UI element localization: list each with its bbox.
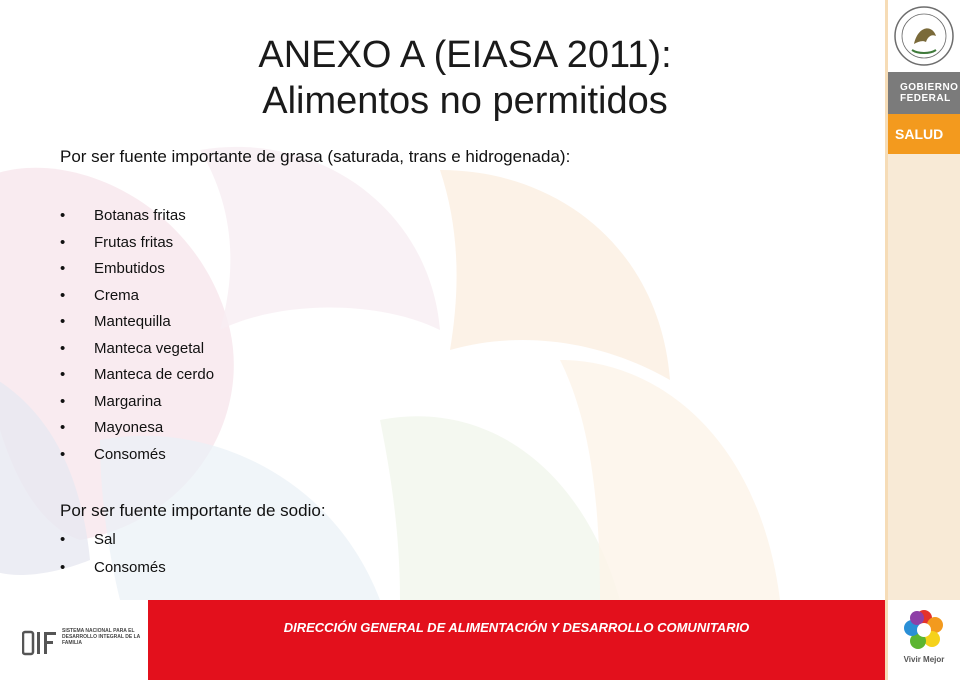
list-item: • Embutidos: [60, 259, 214, 286]
footer-right-panel: [888, 600, 960, 680]
gobierno-line-2: FEDERAL: [900, 93, 951, 104]
slide-title-line-2: Alimentos no permitidos: [262, 80, 668, 122]
list-item: • Mantequilla: [60, 312, 214, 339]
sodium-foods-list: [60, 530, 166, 586]
list-item: • Sal: [60, 530, 166, 558]
gobierno-federal-label: [888, 72, 960, 114]
vivir-mejor-label: Vivir Mejor: [903, 655, 945, 664]
national-seal-logo: [888, 0, 960, 72]
fat-section-intro: Por ser fuente importante de grasa (saturada, trans e hidrogenada):: [60, 147, 571, 166]
list-item: • Manteca vegetal: [60, 339, 214, 366]
list-item: • Consomés: [60, 558, 166, 586]
list-item: • Crema: [60, 286, 214, 313]
vivir-mejor-flower-icon: [888, 600, 960, 656]
fat-foods-list: [60, 206, 214, 471]
list-item: • Frutas fritas: [60, 233, 214, 260]
footer-banner-text: DIRECCIÓN GENERAL DE ALIMENTACIÓN Y DESARROLLO COMUNITARIO: [283, 620, 750, 635]
slide-title-line-1: ANEXO A (EIASA 2011):: [258, 34, 672, 76]
list-item: • Consomés: [60, 445, 214, 472]
list-item: • Margarina: [60, 392, 214, 419]
footer-banner: [148, 600, 885, 680]
list-item: • Manteca de cerdo: [60, 365, 214, 392]
sodium-section-intro: Por ser fuente importante de sodio:: [60, 501, 326, 520]
dif-agency-name: SISTEMA NACIONAL PARA EL DESARROLLO INTEGRAL DE LA FAMILIA: [62, 628, 141, 646]
dif-logo-icon: [22, 630, 60, 656]
list-item: • Mayonesa: [60, 418, 214, 445]
gobierno-line-1: GOBIERNO: [900, 82, 959, 93]
list-item: • Botanas fritas: [60, 206, 214, 233]
salud-label: SALUD: [888, 114, 960, 154]
